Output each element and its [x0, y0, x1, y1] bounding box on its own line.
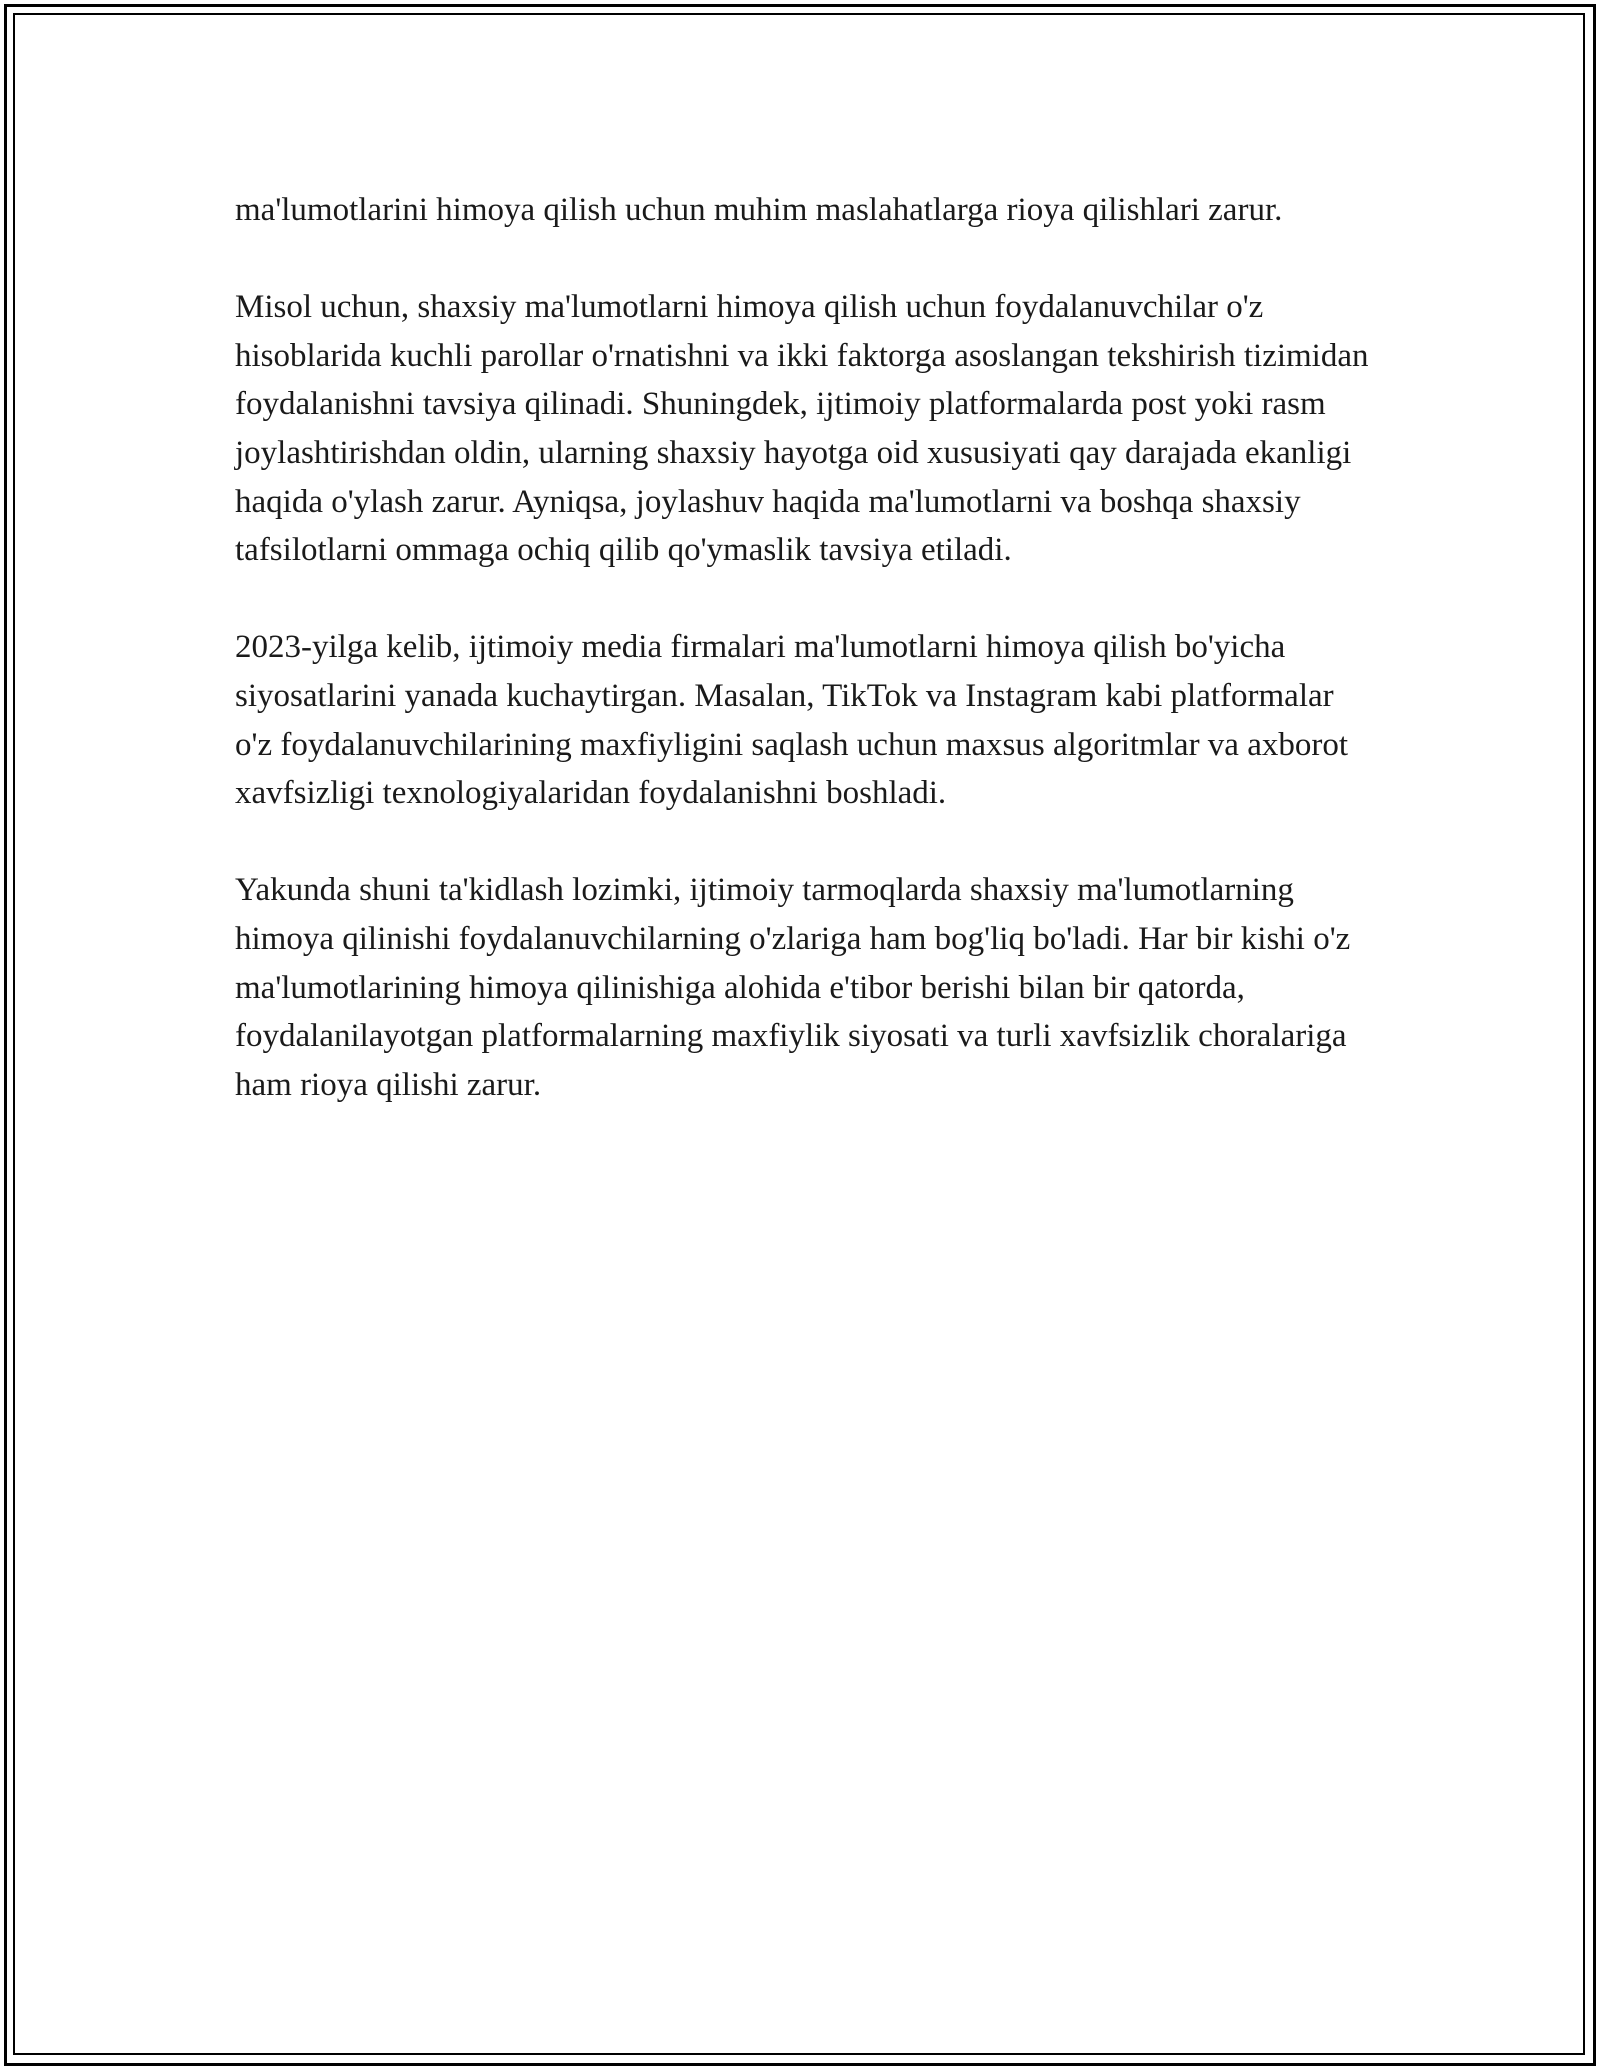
paragraph-example-advice: Misol uchun, shaxsiy ma'lumotlarni himoya qilish uchun foydalanuvchilar o'z hisoblarida kuchli parollar o'rnatishni va ikki faktorga asoslangan tekshirish tizimidan foydalanishni tavsiya qilinadi. Shuningdek, ijtimoiy platformalarda post yoki rasm joylashtirishdan oldin, ularning shaxsiy hayotga oid xususiyati qay darajada ekanligi haqida o'ylash zarur. Ayniqsa, joylashuv haqida ma'lumotlarni va boshqa shaxsiy tafsilotlarni ommaga ochiq qilib qo'ymaslik tavsiya etiladi.: [235, 289, 1369, 569]
paragraph-continuation: ma'lumotlarini himoya qilish uchun muhim maslahatlarga rioya qilishlari zarur.: [235, 192, 1283, 228]
paragraph-conclusion: Yakunda shuni ta'kidlash lozimki, ijtimoiy tarmoqlarda shaxsiy ma'lumotlarning himoya qilinishi foydalanuvchilarning o'zlariga ham bog'liq bo'ladi. Har bir kishi o'z ma'lumotlarining himoya qilinishiga alohida e'tibor berishi bilan bir qatorda, foydalanilayotgan platformalarning maxfiylik siyosati va turli xavfsizlik choralariga ham rioya qilishi zarur.: [235, 872, 1351, 1103]
document-body: [235, 186, 1375, 1158]
paragraph-2023-policies: 2023-yilga kelib, ijtimoiy media firmalari ma'lumotlarni himoya qilish bo'yicha siyosatlarini yanada kuchaytirgan. Masalan, TikTok va Instagram kabi platformalar o'z foydalanuvchilarining maxfiyligini saqlash uchun maxsus algoritmlar va axborot xavfsizligi texnologiyalaridan foydalanishni boshladi.: [235, 629, 1349, 812]
